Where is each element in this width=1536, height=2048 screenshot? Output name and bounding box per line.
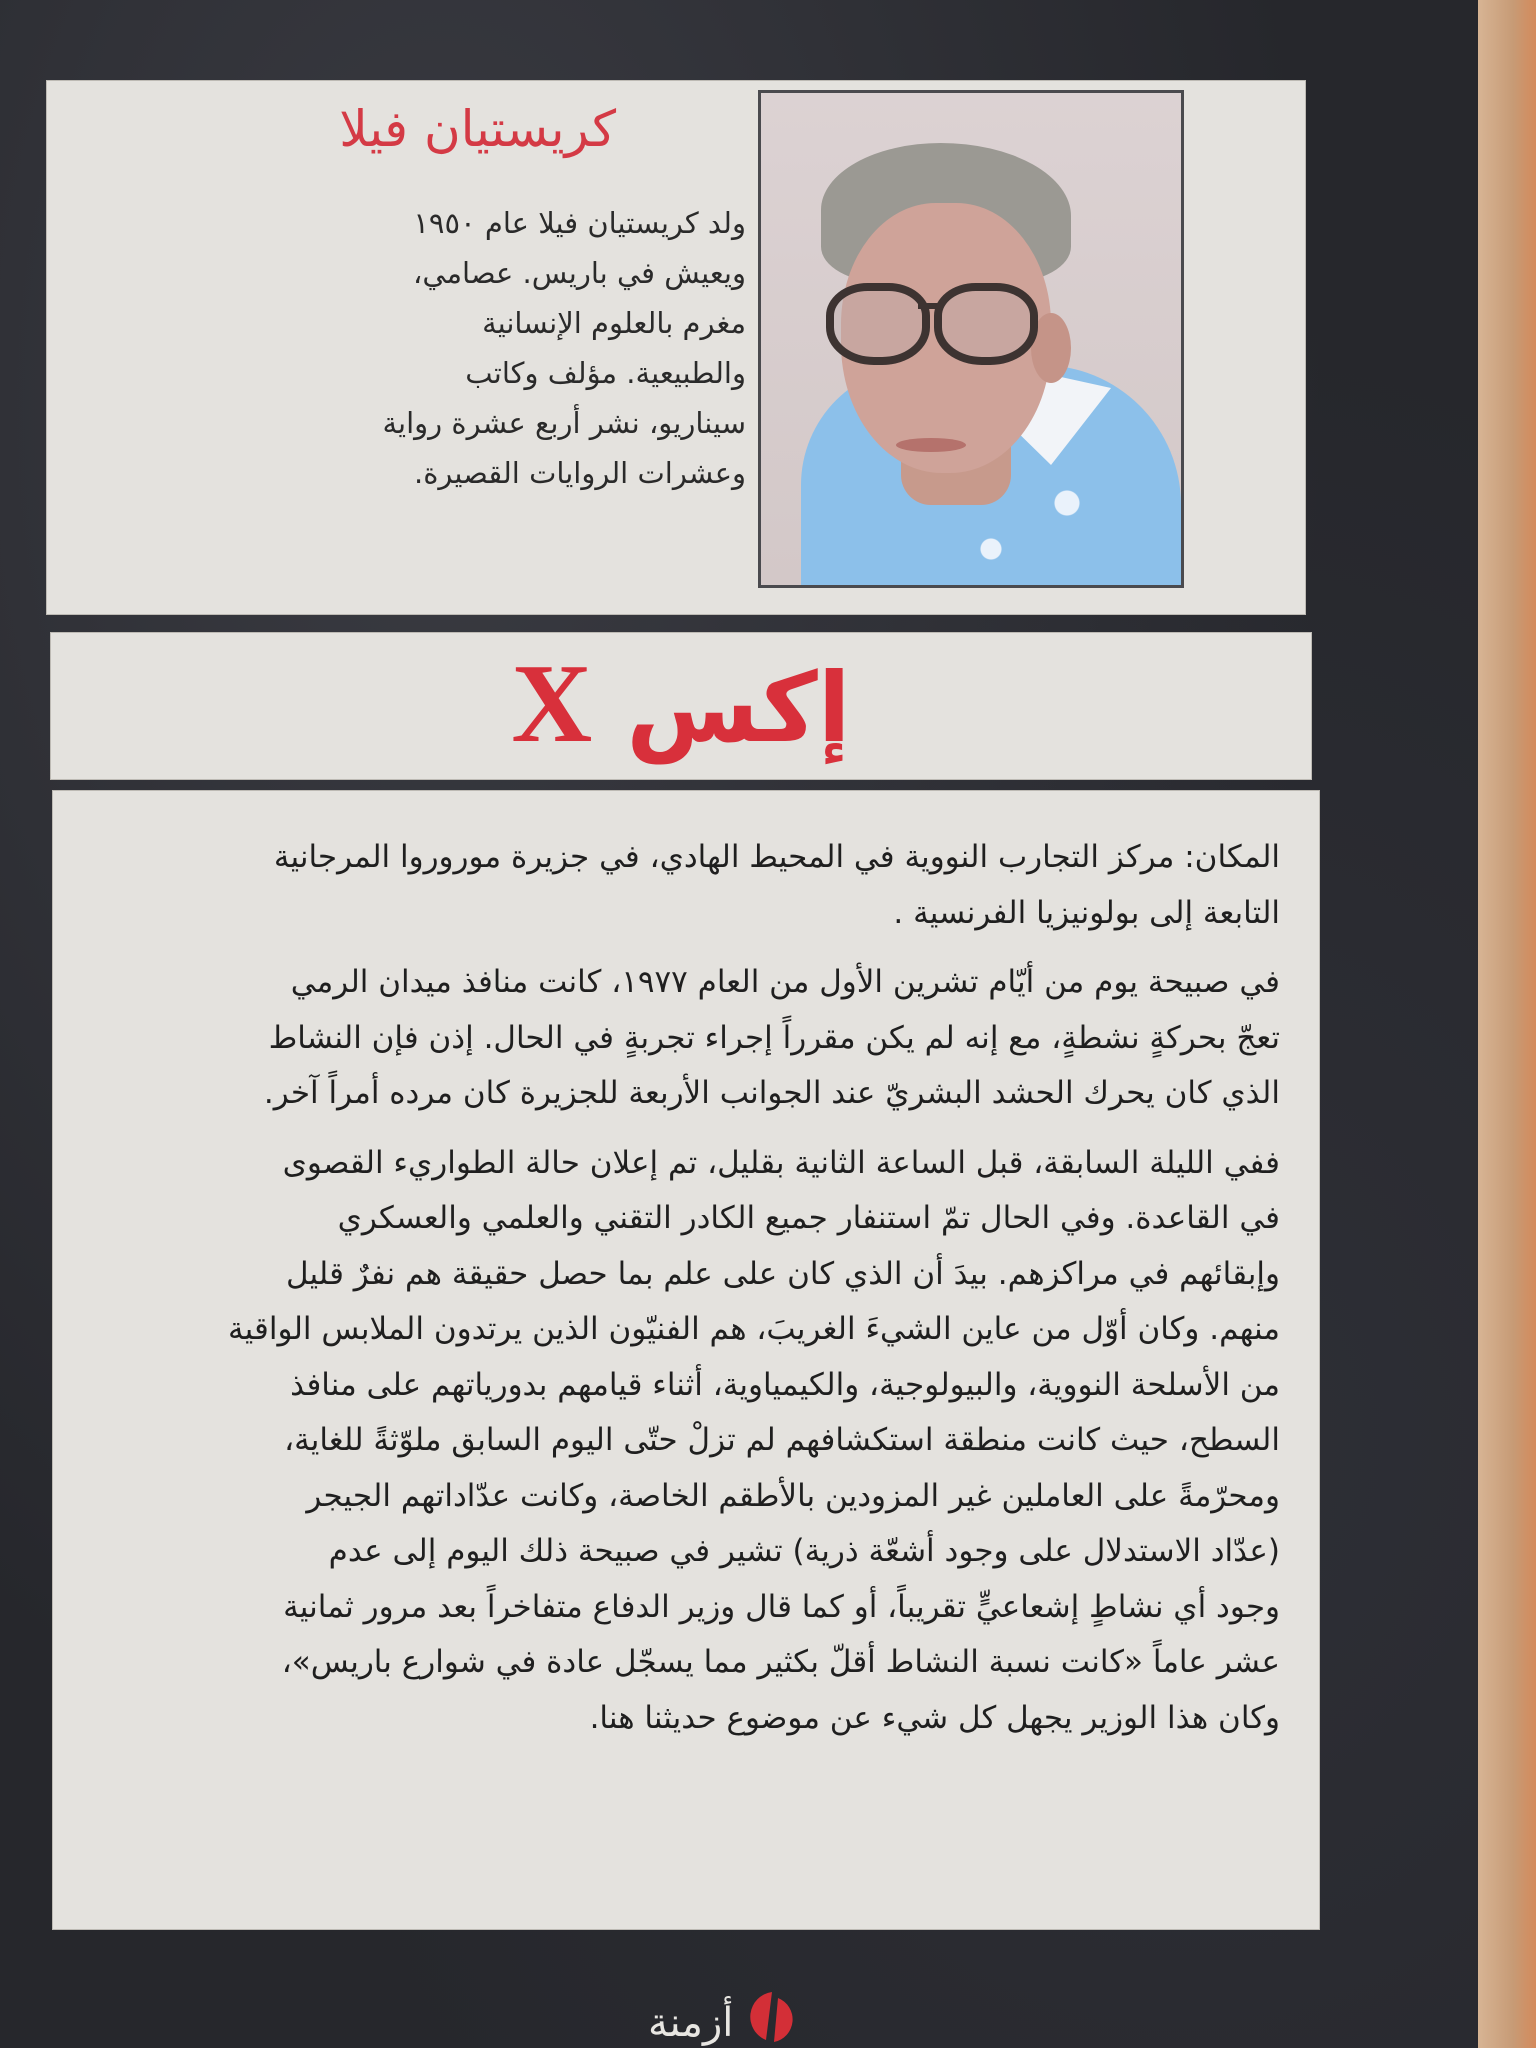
blurb-line: تعجّ بحركةٍ نشطةٍ، مع إنه لم يكن مقرراً إجراء تجربةٍ في الحال. إذن فإن النشاط bbox=[268, 1019, 1280, 1056]
table-surface bbox=[1478, 0, 1536, 2048]
book-title-latin: X bbox=[511, 642, 593, 766]
blurb-line: (عدّاد الاستدلال على وجود أشعّة ذرية) تشير في صبيحة ذلك اليوم إلى عدم bbox=[328, 1533, 1280, 1569]
blurb-paragraph bbox=[86, 955, 1280, 1122]
blurb-line: وكان هذا الوزير يجهل كل شيء عن موضوع حديثنا هنا. bbox=[589, 1699, 1280, 1736]
split-red-circle-icon bbox=[748, 1990, 802, 2044]
blurb-line: منهم. وكان أوّل من عاين الشيءَ الغريبَ، هم الفنيّون الذين يرتدون الملابس الواقية bbox=[228, 1311, 1280, 1347]
bio-line: ولد كريستيان فيلا عام ١٩٥٠ bbox=[413, 206, 746, 240]
blurb-line: من الأسلحة النووية، والبيولوجية، والكيمياوية، أثناء قيامهم بدورياتهم على منافذ bbox=[290, 1366, 1280, 1403]
publisher-logo bbox=[640, 1990, 800, 2048]
bio-line: والطبيعية. مؤلف وكاتب bbox=[465, 356, 746, 390]
blurb-paragraph bbox=[86, 1136, 1280, 1747]
blurb-panel bbox=[52, 790, 1320, 1930]
blurb-line: ففي الليلة السابقة، قبل الساعة الثانية بقليل، تم إعلان حالة الطواريء القصوى bbox=[282, 1144, 1280, 1181]
blurb-line: الذي كان يحرك الحشد البشريّ عند الجوانب الأربعة للجزيرة كان مرده أمراً آخر. bbox=[263, 1075, 1280, 1111]
author-bio bbox=[246, 198, 746, 498]
blurb-line: وجود أي نشاطٍ إشعاعيٍّ تقريباً، أو كما قال وزير الدفاع متفاخراً بعد مرور ثمانية bbox=[283, 1588, 1280, 1625]
bio-line: ويعيش في باريس. عصامي، bbox=[412, 256, 746, 290]
bio-line: مغرم بالعلوم الإنسانية bbox=[482, 306, 746, 340]
blurb-line: المكان: مركز التجارب النووية في المحيط الهادي، في جزيرة موروروا المرجانية bbox=[273, 839, 1280, 875]
blurb-line: في القاعدة. وفي الحال تمّ استنفار جميع الكادر التقني والعلمي والعسكري bbox=[337, 1200, 1280, 1236]
blurb-line: عشر عاماً «كانت نسبة النشاط أقلّ بكثير مما يسجّل عادة في شوارع باريس»، bbox=[281, 1644, 1280, 1680]
glasses-shape bbox=[826, 283, 1056, 353]
book-title-panel bbox=[50, 632, 1312, 780]
blurb-line: وإبقائهم في مراكزهم. بيدَ أن الذي كان على علم بما حصل حقيقة هم نفرٌ قليل bbox=[285, 1255, 1280, 1292]
blurb-line: السطح، حيث كانت منطقة استكشافهم لم تزلْ حتّى اليوم السابق ملوّثةً للغاية، bbox=[284, 1422, 1280, 1458]
bio-line: سيناريو، نشر أربع عشرة رواية bbox=[382, 406, 746, 440]
bio-line: وعشرات الروايات القصيرة. bbox=[413, 456, 746, 490]
author-name: كريستيان فيلا bbox=[339, 100, 616, 158]
blurb-paragraph bbox=[86, 830, 1280, 941]
blurb-line: في صبيحة يوم من أيّام تشرين الأول من العام ١٩٧٧، كانت منافذ ميدان الرمي bbox=[290, 964, 1280, 1000]
publisher-name: أزمنة bbox=[648, 2000, 734, 2046]
book-title-arabic: إكس bbox=[626, 652, 851, 764]
author-bio-panel bbox=[46, 80, 1306, 615]
author-photo bbox=[758, 90, 1184, 588]
book-title bbox=[50, 640, 1312, 769]
blurb-line: ومحرّمةً على العاملين غير المزودين بالأطقم الخاصة، وكانت عدّاداتهم الجيجر bbox=[306, 1477, 1280, 1514]
blurb-text bbox=[86, 830, 1280, 1760]
blurb-line: التابعة إلى بولونيزيا الفرنسية . bbox=[893, 894, 1280, 931]
